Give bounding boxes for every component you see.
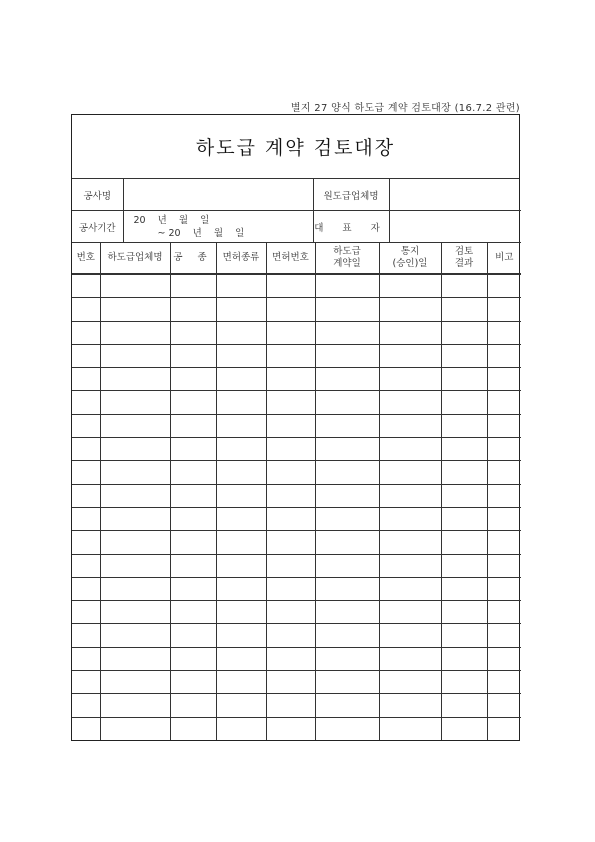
cell-license-number[interactable] xyxy=(266,671,315,694)
col-review-result xyxy=(441,243,487,274)
cell-subcontractor[interactable] xyxy=(100,461,170,484)
cell-number[interactable] xyxy=(72,554,100,577)
cell-subcontractor[interactable] xyxy=(100,507,170,530)
representative-label: 대 표 자 xyxy=(313,211,389,243)
table-row xyxy=(72,671,521,694)
period-field[interactable] xyxy=(123,211,313,243)
cell-remarks[interactable] xyxy=(487,624,521,647)
table-row xyxy=(72,647,521,670)
cell-work-type[interactable] xyxy=(170,717,216,740)
cell-remarks[interactable] xyxy=(487,577,521,600)
cell-license-number[interactable] xyxy=(266,531,315,554)
period-end: ~ 20 년 월 일 xyxy=(157,227,245,239)
table-row xyxy=(72,275,521,298)
header-row xyxy=(72,243,521,274)
table-row xyxy=(72,344,521,367)
cell-number[interactable] xyxy=(72,298,100,321)
cell-remarks[interactable] xyxy=(487,461,521,484)
cell-number[interactable] xyxy=(72,344,100,367)
cell-work-type[interactable] xyxy=(170,601,216,624)
cell-remarks[interactable] xyxy=(487,531,521,554)
col-subcontractor-label: 하도급업체명 xyxy=(107,252,163,263)
cell-review-result[interactable] xyxy=(441,694,487,717)
cell-contract-date[interactable] xyxy=(315,554,379,577)
cell-remarks[interactable] xyxy=(487,298,521,321)
cell-notice-date[interactable] xyxy=(379,438,441,461)
col-contract-date-label: 하도급 계약일 xyxy=(333,246,361,269)
table-row xyxy=(72,438,521,461)
cell-subcontractor[interactable] xyxy=(100,368,170,391)
cell-work-type[interactable] xyxy=(170,507,216,530)
project-period-row xyxy=(72,211,521,243)
cell-number[interactable] xyxy=(72,694,100,717)
cell-work-type[interactable] xyxy=(170,414,216,437)
cell-contract-date[interactable] xyxy=(315,671,379,694)
cell-remarks[interactable] xyxy=(487,694,521,717)
cell-license-type[interactable] xyxy=(216,531,266,554)
cell-remarks[interactable] xyxy=(487,391,521,414)
cell-subcontractor[interactable] xyxy=(100,321,170,344)
cell-subcontractor[interactable] xyxy=(100,391,170,414)
col-remarks-label: 비고 xyxy=(495,252,514,263)
cell-work-type[interactable] xyxy=(170,647,216,670)
cell-work-type[interactable] xyxy=(170,577,216,600)
cell-notice-date[interactable] xyxy=(379,414,441,437)
cell-license-number[interactable] xyxy=(266,554,315,577)
project-info-table xyxy=(72,179,521,242)
cell-license-number[interactable] xyxy=(266,275,315,298)
cell-contract-date[interactable] xyxy=(315,531,379,554)
table-row xyxy=(72,554,521,577)
cell-license-type[interactable] xyxy=(216,647,266,670)
cell-number[interactable] xyxy=(72,391,100,414)
cell-license-type[interactable] xyxy=(216,344,266,367)
cell-work-type[interactable] xyxy=(170,531,216,554)
cell-number[interactable] xyxy=(72,671,100,694)
table-row xyxy=(72,391,521,414)
col-license-type-label: 면허종류 xyxy=(222,252,260,263)
cell-work-type[interactable] xyxy=(170,368,216,391)
table-row xyxy=(72,507,521,530)
col-remarks xyxy=(487,243,521,274)
cell-number[interactable] xyxy=(72,368,100,391)
contractor-label: 원도급업체명 xyxy=(313,179,389,211)
table-row xyxy=(72,717,521,740)
col-notice-date xyxy=(379,243,441,274)
cell-contract-date[interactable] xyxy=(315,391,379,414)
review-ledger-form xyxy=(71,114,520,741)
cell-remarks[interactable] xyxy=(487,368,521,391)
cell-notice-date[interactable] xyxy=(379,321,441,344)
cell-subcontractor[interactable] xyxy=(100,694,170,717)
cell-number[interactable] xyxy=(72,484,100,507)
table-row xyxy=(72,577,521,600)
cell-license-number[interactable] xyxy=(266,321,315,344)
cell-subcontractor[interactable] xyxy=(100,438,170,461)
cell-review-result[interactable] xyxy=(441,344,487,367)
cell-license-type[interactable] xyxy=(216,461,266,484)
title-box xyxy=(72,115,519,179)
cell-license-number[interactable] xyxy=(266,717,315,740)
cell-subcontractor[interactable] xyxy=(100,647,170,670)
cell-remarks[interactable] xyxy=(487,275,521,298)
cell-number[interactable] xyxy=(72,624,100,647)
cell-review-result[interactable] xyxy=(441,438,487,461)
cell-notice-date[interactable] xyxy=(379,298,441,321)
cell-number[interactable] xyxy=(72,507,100,530)
cell-license-type[interactable] xyxy=(216,321,266,344)
cell-license-number[interactable] xyxy=(266,298,315,321)
cell-license-type[interactable] xyxy=(216,414,266,437)
cell-review-result[interactable] xyxy=(441,321,487,344)
cell-work-type[interactable] xyxy=(170,438,216,461)
cell-license-number[interactable] xyxy=(266,438,315,461)
cell-license-number[interactable] xyxy=(266,601,315,624)
cell-review-result[interactable] xyxy=(441,414,487,437)
cell-review-result[interactable] xyxy=(441,368,487,391)
col-license-number-label: 면허번호 xyxy=(272,252,309,263)
ledger-rows xyxy=(72,275,521,740)
cell-license-number[interactable] xyxy=(266,624,315,647)
cell-subcontractor[interactable] xyxy=(100,298,170,321)
cell-subcontractor[interactable] xyxy=(100,531,170,554)
cell-notice-date[interactable] xyxy=(379,391,441,414)
cell-number[interactable] xyxy=(72,414,100,437)
table-row xyxy=(72,368,521,391)
cell-notice-date[interactable] xyxy=(379,577,441,600)
col-contract-date xyxy=(315,243,379,274)
cell-notice-date[interactable] xyxy=(379,694,441,717)
cell-review-result[interactable] xyxy=(441,577,487,600)
cell-license-number[interactable] xyxy=(266,484,315,507)
cell-license-number[interactable] xyxy=(266,577,315,600)
cell-contract-date[interactable] xyxy=(315,321,379,344)
table-row xyxy=(72,531,521,554)
period-label: 공사기간 xyxy=(72,211,123,243)
cell-contract-date[interactable] xyxy=(315,414,379,437)
cell-number[interactable] xyxy=(72,438,100,461)
cell-work-type[interactable] xyxy=(170,298,216,321)
cell-license-number[interactable] xyxy=(266,391,315,414)
cell-remarks[interactable] xyxy=(487,554,521,577)
cell-license-type[interactable] xyxy=(216,577,266,600)
cell-remarks[interactable] xyxy=(487,647,521,670)
cell-number[interactable] xyxy=(72,461,100,484)
cell-work-type[interactable] xyxy=(170,461,216,484)
cell-review-result[interactable] xyxy=(441,601,487,624)
cell-license-number[interactable] xyxy=(266,414,315,437)
col-license-number xyxy=(266,243,315,274)
cell-notice-date[interactable] xyxy=(379,461,441,484)
cell-work-type[interactable] xyxy=(170,554,216,577)
cell-work-type[interactable] xyxy=(170,624,216,647)
cell-notice-date[interactable] xyxy=(379,717,441,740)
cell-notice-date[interactable] xyxy=(379,531,441,554)
cell-remarks[interactable] xyxy=(487,438,521,461)
cell-review-result[interactable] xyxy=(441,717,487,740)
cell-license-type[interactable] xyxy=(216,717,266,740)
cell-notice-date[interactable] xyxy=(379,554,441,577)
cell-license-type[interactable] xyxy=(216,671,266,694)
table-row xyxy=(72,414,521,437)
cell-number[interactable] xyxy=(72,321,100,344)
cell-license-type[interactable] xyxy=(216,438,266,461)
cell-remarks[interactable] xyxy=(487,601,521,624)
cell-review-result[interactable] xyxy=(441,671,487,694)
cell-number[interactable] xyxy=(72,647,100,670)
col-license-type xyxy=(216,243,266,274)
cell-notice-date[interactable] xyxy=(379,484,441,507)
cell-contract-date[interactable] xyxy=(315,624,379,647)
cell-review-result[interactable] xyxy=(441,484,487,507)
cell-notice-date[interactable] xyxy=(379,368,441,391)
cell-license-type[interactable] xyxy=(216,554,266,577)
form-title: 하도급 계약 검토대장 xyxy=(195,137,396,159)
cell-license-type[interactable] xyxy=(216,694,266,717)
cell-license-number[interactable] xyxy=(266,344,315,367)
cell-subcontractor[interactable] xyxy=(100,484,170,507)
cell-number[interactable] xyxy=(72,601,100,624)
cell-notice-date[interactable] xyxy=(379,275,441,298)
cell-review-result[interactable] xyxy=(441,298,487,321)
col-notice-date-label: 통지 (승인)일 xyxy=(392,246,428,269)
table-row xyxy=(72,321,521,344)
cell-license-type[interactable] xyxy=(216,484,266,507)
cell-subcontractor[interactable] xyxy=(100,717,170,740)
cell-subcontractor[interactable] xyxy=(100,414,170,437)
cell-work-type[interactable] xyxy=(170,321,216,344)
col-number xyxy=(72,243,100,274)
cell-contract-date[interactable] xyxy=(315,717,379,740)
cell-license-type[interactable] xyxy=(216,298,266,321)
cell-notice-date[interactable] xyxy=(379,671,441,694)
table-row xyxy=(72,624,521,647)
col-work-type-label: 공 종 xyxy=(173,252,213,263)
cell-number[interactable] xyxy=(72,717,100,740)
cell-work-type[interactable] xyxy=(170,484,216,507)
cell-contract-date[interactable] xyxy=(315,577,379,600)
cell-number[interactable] xyxy=(72,577,100,600)
cell-review-result[interactable] xyxy=(441,647,487,670)
cell-license-type[interactable] xyxy=(216,391,266,414)
cell-contract-date[interactable] xyxy=(315,694,379,717)
col-review-result-label: 검토 결과 xyxy=(454,246,474,269)
cell-license-type[interactable] xyxy=(216,601,266,624)
representative-field[interactable] xyxy=(389,211,521,243)
cell-subcontractor[interactable] xyxy=(100,344,170,367)
table-row xyxy=(72,298,521,321)
cell-work-type[interactable] xyxy=(170,275,216,298)
form-caption: 별지 27 양식 하도급 계약 검토대장 (16.7.2 관련) xyxy=(290,103,520,114)
cell-review-result[interactable] xyxy=(441,461,487,484)
cell-contract-date[interactable] xyxy=(315,368,379,391)
cell-remarks[interactable] xyxy=(487,414,521,437)
cell-remarks[interactable] xyxy=(487,507,521,530)
cell-license-type[interactable] xyxy=(216,507,266,530)
cell-subcontractor[interactable] xyxy=(100,624,170,647)
cell-contract-date[interactable] xyxy=(315,507,379,530)
ledger-header xyxy=(72,242,521,274)
table-row xyxy=(72,484,521,507)
cell-subcontractor[interactable] xyxy=(100,601,170,624)
cell-review-result[interactable] xyxy=(441,554,487,577)
cell-license-number[interactable] xyxy=(266,507,315,530)
cell-review-result[interactable] xyxy=(441,531,487,554)
cell-license-number[interactable] xyxy=(266,368,315,391)
cell-work-type[interactable] xyxy=(170,344,216,367)
ledger-body xyxy=(72,274,521,740)
contractor-field[interactable] xyxy=(389,179,521,211)
cell-license-type[interactable] xyxy=(216,624,266,647)
cell-remarks[interactable] xyxy=(487,344,521,367)
cell-remarks[interactable] xyxy=(487,717,521,740)
period-start: 20 년 월 일 xyxy=(133,214,210,226)
cell-review-result[interactable] xyxy=(441,391,487,414)
col-subcontractor xyxy=(100,243,170,274)
project-name-field[interactable] xyxy=(123,179,313,211)
col-number-label: 번호 xyxy=(76,252,95,263)
cell-number[interactable] xyxy=(72,531,100,554)
col-work-type xyxy=(170,243,216,274)
cell-license-number[interactable] xyxy=(266,694,315,717)
table-row xyxy=(72,694,521,717)
cell-contract-date[interactable] xyxy=(315,461,379,484)
cell-contract-date[interactable] xyxy=(315,344,379,367)
cell-work-type[interactable] xyxy=(170,671,216,694)
cell-license-type[interactable] xyxy=(216,275,266,298)
cell-contract-date[interactable] xyxy=(315,298,379,321)
cell-review-result[interactable] xyxy=(441,275,487,298)
cell-notice-date[interactable] xyxy=(379,344,441,367)
project-name-row xyxy=(72,179,521,211)
cell-review-result[interactable] xyxy=(441,624,487,647)
cell-subcontractor[interactable] xyxy=(100,671,170,694)
cell-notice-date[interactable] xyxy=(379,647,441,670)
cell-license-number[interactable] xyxy=(266,461,315,484)
cell-number[interactable] xyxy=(72,275,100,298)
cell-subcontractor[interactable] xyxy=(100,554,170,577)
cell-contract-date[interactable] xyxy=(315,647,379,670)
cell-notice-date[interactable] xyxy=(379,624,441,647)
cell-contract-date[interactable] xyxy=(315,601,379,624)
cell-remarks[interactable] xyxy=(487,321,521,344)
cell-notice-date[interactable] xyxy=(379,507,441,530)
cell-remarks[interactable] xyxy=(487,671,521,694)
cell-subcontractor[interactable] xyxy=(100,275,170,298)
project-name-label: 공사명 xyxy=(72,179,123,211)
cell-review-result[interactable] xyxy=(441,507,487,530)
cell-license-number[interactable] xyxy=(266,647,315,670)
cell-notice-date[interactable] xyxy=(379,601,441,624)
cell-work-type[interactable] xyxy=(170,694,216,717)
table-row xyxy=(72,461,521,484)
cell-contract-date[interactable] xyxy=(315,484,379,507)
cell-contract-date[interactable] xyxy=(315,438,379,461)
table-row xyxy=(72,601,521,624)
cell-subcontractor[interactable] xyxy=(100,577,170,600)
cell-license-type[interactable] xyxy=(216,368,266,391)
cell-contract-date[interactable] xyxy=(315,275,379,298)
cell-remarks[interactable] xyxy=(487,484,521,507)
cell-work-type[interactable] xyxy=(170,391,216,414)
